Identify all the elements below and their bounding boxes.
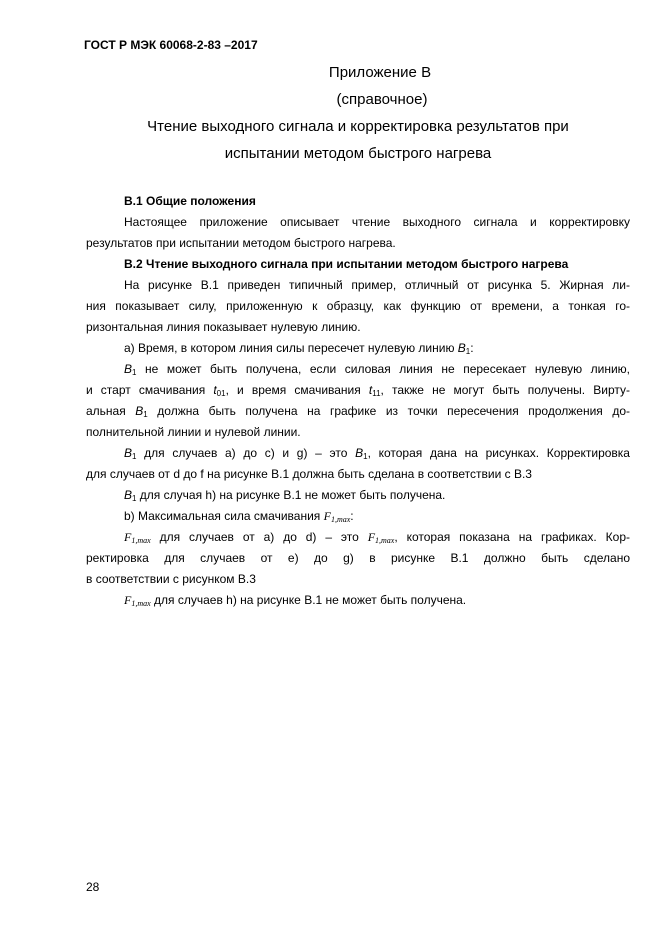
appendix-title-line-1: Чтение выходного сигнала и корректировка результатов при: [147, 118, 569, 135]
section-b1-paragraph-line: результатов при испытании методом быстрого нагрева.: [86, 236, 396, 250]
appendix-status: (справочное): [336, 91, 428, 108]
page-number: 28: [86, 880, 100, 894]
b1-paragraph-line: $B_1$ не может быть получена, если силовая линия не пересекает нулевую линию,: [124, 362, 630, 377]
item-b-line: b) Максимальная сила смачивания $F_{1,max}$:: [124, 509, 354, 524]
section-b1-paragraph-line: Настоящее приложение описывает чтение выходного сигнала и корректировку: [124, 215, 630, 229]
b1-paragraph-line: альная $B_1$ должна быть получена на графике из точки пересечения продолжения до-: [86, 404, 630, 419]
section-b2-paragraph-line: ния показывает силу, приложенную к образцу, как функцию от времени, а тонкая го-: [86, 299, 630, 313]
b1-paragraph-line: и старт смачивания $t_{01}$, и время смачивания $t_{11}$, также не могут быть получены. Вирту-: [86, 383, 630, 398]
standard-code: ГОСТ Р МЭК 60068-2-83 –2017: [84, 38, 258, 52]
b1-cases-line: для случаев от d до f на рисунке В.1 должна быть сделана в соответствии с В.3: [86, 467, 532, 481]
section-b2-paragraph-line: ризонтальная линия показывает нулевую линию.: [86, 320, 361, 334]
f1max-paragraph-line: ректировка для случаев от е) до g) в рисунке В.1 должно быть сделано: [86, 551, 630, 565]
document-body: [86, 191, 630, 611]
item-a-line: а) Время, в котором линия силы пересечет нулевую линию $B_1$:: [124, 341, 474, 356]
section-b1-heading: В.1 Общие положения: [124, 194, 256, 208]
section-b2-paragraph-line: На рисунке В.1 приведен типичный пример, отличный от рисунка 5. Жирная ли-: [124, 278, 630, 292]
appendix-title-line-2: испытании методом быстрого нагрева: [224, 145, 492, 162]
b1-paragraph-line: полнительной линии и нулевой линии.: [86, 425, 301, 439]
b1-cases-line: $B_1$ для случаев а) до с) и g) – это $B_1$, которая дана на рисунках. Корректировка: [124, 446, 630, 461]
f1max-paragraph-line: $F_{1,max}$ для случаев от а) до d) – это $F_{1,max}$, которая показана на графиках. Кор-: [124, 530, 630, 545]
f1max-case-h-line: $F_{1,max}$ для случаев h) на рисунке В.1 не может быть получена.: [124, 593, 467, 608]
section-b2-heading: В.2 Чтение выходного сигнала при испытании методом быстрого нагрева: [124, 257, 569, 271]
f1max-paragraph-line: в соответствии с рисунком В.3: [86, 572, 256, 586]
b1-case-h-line: $B_1$ для случая h) на рисунке В.1 не может быть получена.: [124, 488, 446, 503]
appendix-label: Приложение В: [328, 64, 432, 81]
